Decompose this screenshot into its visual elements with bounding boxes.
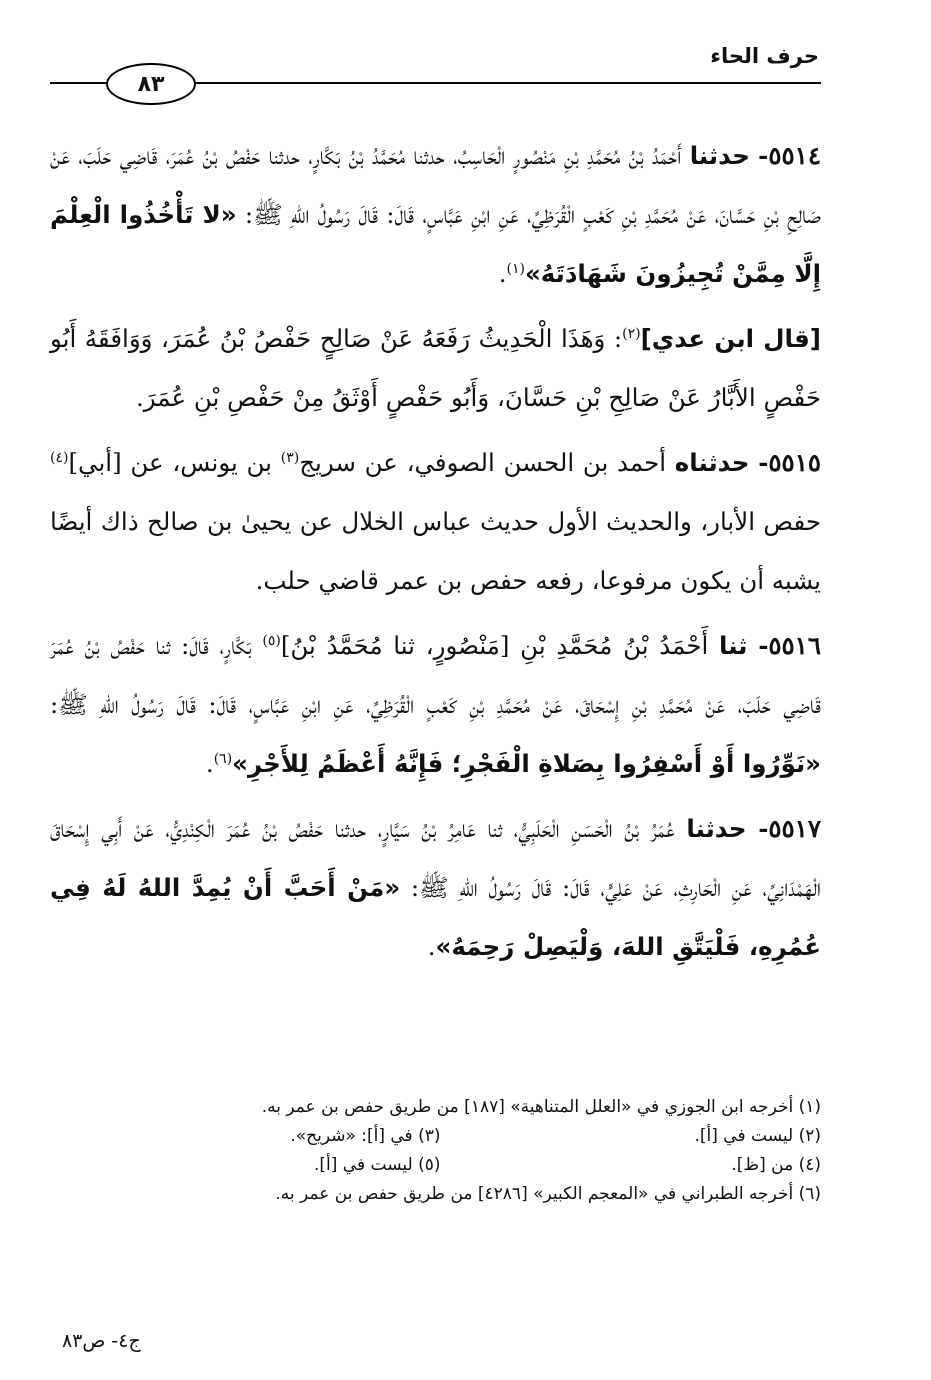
hadith-matn: «لا تَأْخُذُوا الْعِلْمَ إِلَّا مِمَّنْ تُجِيزُونَ شَهَادَتَهُ» bbox=[50, 200, 821, 288]
hadith-paragraph-5517 bbox=[50, 799, 821, 976]
paragraph-end: . bbox=[427, 932, 436, 961]
hadith-number: ٥٥١٥- bbox=[758, 448, 822, 477]
footnote-1: (١) أخرجه ابن الجوزي في «العلل المتناهية» [١٨٧] من طريق حفص بن عمر به. bbox=[261, 1097, 821, 1117]
hadith-number: ٥٥١٤- bbox=[758, 141, 821, 170]
paragraph-end: . bbox=[205, 749, 214, 778]
hadith-paragraph-5514 bbox=[50, 126, 821, 303]
footnote-2: (٢) ليست في [أ]. bbox=[694, 1126, 821, 1146]
isnad-text: بن يونس، عن [أبي] bbox=[68, 448, 272, 477]
footnote-3: (٣) في [أ]: «شريح». bbox=[290, 1126, 441, 1146]
isnad-text: عُمَرُ بْنُ الْحَسَنِ الْحَلَبِيُّ، ثنا عَامِرُ بْنُ سَيَّارٍ، حدثنا حَفْصُ بْنُ عُمَرَ الْكِنْدِيُّ، عَنْ أَبِي إِسْحَاقَ الْهَمْدَانِيِّ، عَنِ الْحَارِثِ، عَنْ عَلِيٍّ، قَالَ: قَالَ رَسُولُ اللهِ ﷺ: bbox=[50, 814, 821, 902]
footnote-5: (٥) ليست في [أ]. bbox=[314, 1155, 441, 1175]
footnote-6: (٦) أخرجه الطبراني في «المعجم الكبير» [٤٢٨٦] من طريق حفص بن عمر به. bbox=[275, 1184, 821, 1204]
commentary-paragraph bbox=[50, 309, 821, 427]
footnote-marker: (٣) bbox=[280, 449, 300, 466]
hadith-number: ٥٥١٦- bbox=[758, 631, 821, 660]
hadith-matn: «نَوِّرُوا أَوْ أَسْفِرُوا بِصَلاةِ الْفَجْرِ؛ فَإِنَّهُ أَعْظَمُ لِلأَجْرِ» bbox=[232, 749, 821, 778]
footnote-row bbox=[60, 1151, 821, 1180]
hadith-number: ٥٥١٧- bbox=[758, 814, 821, 843]
commentary-text: : وَهَذَا الْحَدِيثُ رَفَعَهُ عَنْ صَالِحٍ حَفْصُ بْنُ عُمَرَ، وَوَافَقَهُ أَبُو حَفْصٍ الأَبَّارُ عَنْ صَالِحِ بْنِ حَسَّانَ، وَأَبُو حَفْصٍ أَوْثَقُ مِنْ حَفْصِ بْنِ عُمَرَ. bbox=[50, 324, 821, 412]
hadith-matn: «مَنْ أَحَبَّ أَنْ يُمِدَّ اللهُ لَهُ فِي عُمُرِهِ، فَلْيَتَّقِ اللهَ، وَلْيَصِلْ رَحِمَهُ» bbox=[50, 873, 821, 961]
chapter-title: حرف الحاء bbox=[710, 44, 819, 68]
isnad-text: أَحْمَدُ بْنُ مُحَمَّدِ بْنِ مَنْصُورٍ الْحَاسِبُ، حدثنا مُحَمَّدُ بْنُ بَكَّارٍ، حدثنا حَفْصُ بْنُ عُمَرَ، قَاضِي حَلَبَ، عَنْ صَالِحِ بْنِ حَسَّانَ، عَنْ مُحَمَّدِ بْنِ كَعْبٍ الْقُرَظِيِّ، عَنِ ابْنِ عَبَّاسٍ، قَالَ: قَالَ رَسُولُ اللهِ ﷺ: bbox=[50, 141, 822, 229]
footnote-marker: (٥) bbox=[262, 632, 281, 649]
footnote-marker: (٢) bbox=[622, 325, 641, 342]
footnote-marker: (١) bbox=[506, 260, 525, 277]
footnotes bbox=[60, 1093, 821, 1209]
hadith-paragraph-5515 bbox=[50, 433, 821, 610]
footnote-row bbox=[60, 1122, 821, 1151]
footnote-marker: (٦) bbox=[213, 750, 233, 767]
isnad-text: أَحْمَدُ بْنُ مُحَمَّدِ بْنِ [مَنْصُورٍ، ثنا مُحَمَّدُ بْنُ] bbox=[280, 631, 709, 660]
isnad-text: حفص الأبار، والحديث الأول حديث عباس الخلال عن يحيىٰ بن صالح ذاك أيضًا يشبه أن يكون مرفوعا، رفعه حفص بن عمر قاضي حلب. bbox=[50, 507, 821, 595]
isnad-text: أحمد بن الحسن الصوفي، عن سريج bbox=[299, 448, 667, 477]
volume-page-reference: ج٤- ص٨٣ bbox=[62, 1330, 141, 1352]
page-number-badge bbox=[106, 63, 196, 105]
footnote-4: (٤) من [ظ]. bbox=[731, 1155, 821, 1175]
page-number: ٨٣ bbox=[137, 71, 165, 97]
narration-keyword: ثنا bbox=[719, 631, 748, 660]
footnote-marker: (٤) bbox=[50, 449, 69, 466]
isnad-text: بَكَّارٍ، قَالَ: ثنا حَفْصُ بْنُ عُمَرَ قَاضِي حَلَبَ، عَنْ مُحَمَّدِ بْنِ إِسْحَاقَ، عَنْ مُحَمَّدِ بْنِ كَعْبٍ الْقُرَظِيِّ، عَنِ ابْنِ عَبَّاسٍ، قَالَ: قَالَ رَسُولُ اللهِ ﷺ: bbox=[50, 631, 821, 719]
paragraph-end: . bbox=[498, 259, 507, 288]
narration-keyword: حدثنا bbox=[686, 814, 747, 843]
narration-keyword: حدثناه bbox=[674, 448, 750, 477]
hadith-paragraph-5516 bbox=[50, 616, 821, 793]
main-text bbox=[50, 126, 821, 976]
commentary-keyword: [قال ابن عدي] bbox=[640, 324, 821, 353]
narration-keyword: حدثنا bbox=[689, 141, 750, 170]
